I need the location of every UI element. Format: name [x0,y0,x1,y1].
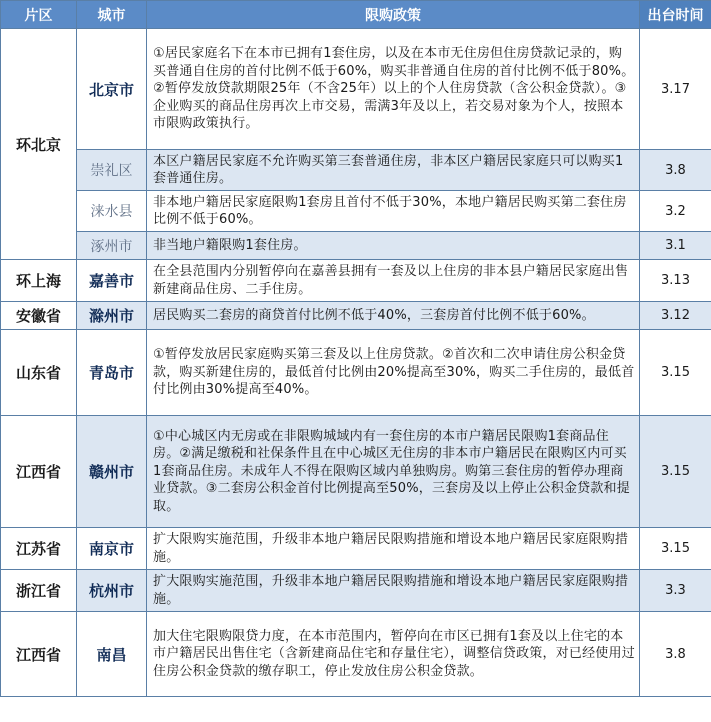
city-cell: 杭州市 [77,570,147,612]
policy-cell: 扩大限购实施范围，升级非本地户籍居民限购措施和增设本地户籍居民家庭限购措施。 [147,570,640,612]
table-row [1,612,711,697]
policy-cell: ①暂停发放居民家庭购买第三套及以上住房贷款。②首次和二次申请住房公积金贷款，购买新建住房的，最低首付比例由20%提高至30%，购买二手住房的，最低首付比例由30%提高至40%。 [147,330,640,416]
time-cell: 3.17 [640,29,711,150]
city-cell: 南昌 [77,612,147,697]
table-row [1,416,711,528]
region-cell: 山东省 [1,330,77,416]
time-cell: 3.15 [640,528,711,570]
time-cell: 3.8 [640,150,711,191]
time-cell: 3.13 [640,260,711,302]
time-cell: 3.2 [640,191,711,232]
city-cell: 青岛市 [77,330,147,416]
policy-cell: 非当地户籍限购1套住房。 [147,232,640,260]
policy-cell: 居民购买二套房的商贷首付比例不低于40%，三套房首付比例不低于60%。 [147,302,640,330]
table-row [1,260,711,302]
time-cell: 3.15 [640,416,711,528]
policy-cell: 扩大限购实施范围，升级非本地户籍居民限购措施和增设本地户籍居民家庭限购措施。 [147,528,640,570]
table-row [1,570,711,612]
table-row [1,232,711,260]
time-cell: 3.3 [640,570,711,612]
policy-cell: ①中心城区内无房或在非限购城域内有一套住房的本市户籍居民限购1套商品住房。②满足缴税和社保条件且在中心城区无住房的非本市户籍居民在限购区内可买1套商品住房。未成年人不得在限购区域内单独购房。购第三套住房的暂停办理商业贷款。③二套房公积金首付比例提高至50%，三套房及以上停止公积金贷款和提取。 [147,416,640,528]
policy-cell: 本区户籍居民家庭不允许购买第三套普通住房，非本区户籍居民家庭只可以购买1套普通住房。 [147,150,640,191]
city-cell: 赣州市 [77,416,147,528]
time-cell: 3.8 [640,612,711,697]
region-cell: 安徽省 [1,302,77,330]
header-region: 片区 [1,1,77,29]
city-cell: 嘉善市 [77,260,147,302]
header-time: 出台时间 [640,1,711,29]
header-policy: 限购政策 [147,1,640,29]
table-row [1,150,711,191]
table-row [1,29,711,150]
time-cell: 3.1 [640,232,711,260]
header-city: 城市 [77,1,147,29]
city-cell: 涞水县 [77,191,147,232]
policy-cell: ①居民家庭名下在本市已拥有1套住房，以及在本市无住房但住房贷款记录的，购买普通自住房的首付比例不低于60%，购买非普通自住房的首付比例不低于80%。②暂停发放贷款期限25年（不含25年）以上的个人住房贷款（含公积金贷款）。③企业购买的商品住房再次上市交易，需满3年及以上，若交易对象为个人，按照本市限购政策执行。 [147,29,640,150]
city-cell: 南京市 [77,528,147,570]
region-cell: 江西省 [1,416,77,528]
city-cell: 滁州市 [77,302,147,330]
table-row [1,302,711,330]
region-cell: 江西省 [1,612,77,697]
policy-cell: 在全县范围内分别暂停向在嘉善县拥有一套及以上住房的非本县户籍居民家庭出售新建商品住房、二手住房。 [147,260,640,302]
region-cell: 浙江省 [1,570,77,612]
time-cell: 3.12 [640,302,711,330]
time-cell: 3.15 [640,330,711,416]
region-cell: 环北京 [1,29,77,260]
region-cell: 江苏省 [1,528,77,570]
policy-cell: 非本地户籍居民家庭限购1套房且首付不低于30%，本地户籍居民购买第二套住房比例不低于60%。 [147,191,640,232]
table-row [1,528,711,570]
city-cell: 涿州市 [77,232,147,260]
policy-cell: 加大住宅限购限贷力度，在本市范围内，暂停向在市区已拥有1套及以上住宅的本市户籍居民出售住宅（含新建商品住宅和存量住宅），调整信贷政策，对已经使用过住房公积金贷款的缴存职工，停止发放住房公积金贷款。 [147,612,640,697]
region-cell: 环上海 [1,260,77,302]
city-cell: 崇礼区 [77,150,147,191]
table-row [1,191,711,232]
table-header-row [1,1,711,29]
city-cell: 北京市 [77,29,147,150]
table-row [1,330,711,416]
